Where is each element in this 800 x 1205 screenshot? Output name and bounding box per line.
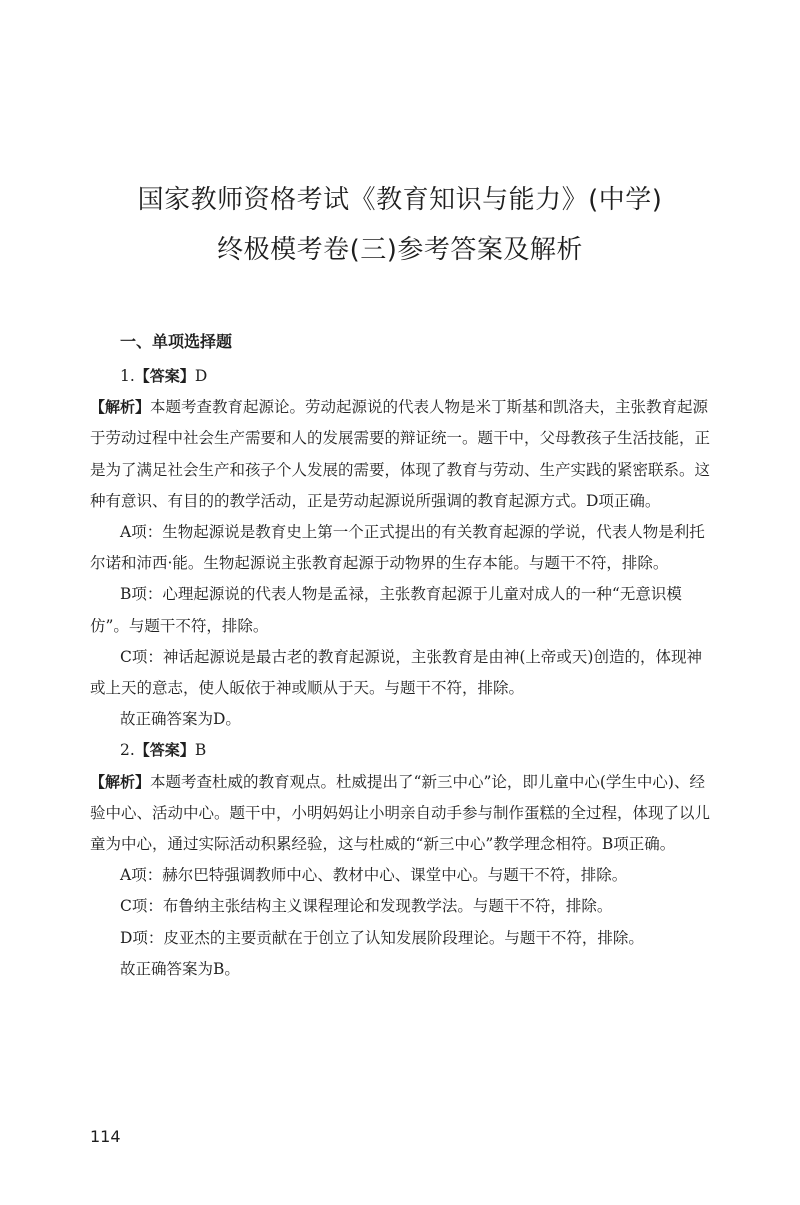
q2-option-a: A项：赫尔巴特强调教师中心、教材中心、课堂中心。与题干不符，排除。 [120,866,628,885]
q1-answer-line [90,361,712,392]
q2-option-d: D项：皮亚杰的主要贡献在于创立了认知发展阶段理论。与题干不符，排除。 [120,928,644,947]
q2-analysis-text: 本题考查杜威的教育观点。杜威提出了“新三中心”论，即儿童中心(学生中心)、经验中心、活动中心。题干中，小明妈妈让小明亲自动手参与制作蛋糕的全过程，体现了以儿童为中心，通过实际活动积累经验，这与杜威的“新三中心”教学理念相符。B项正确。 [90,772,711,854]
q2-answer-line [90,735,712,766]
q2-analysis-tag: 【解析】 [90,772,151,791]
q1-analysis-tag: 【解析】 [90,398,151,417]
q1-number: 1. [120,367,135,385]
q1-answer: D [194,367,208,385]
answer-content [90,361,712,985]
page-number: 114 [90,1127,121,1146]
q2-number: 2. [120,741,135,760]
q1-answer-tag: 【答案】 [134,367,195,385]
q2-analysis [90,767,712,861]
section-heading: 一、单项选择题 [120,332,233,351]
q1-option-b: B项：心理起源说的代表人物是孟禄，主张教育起源于儿童对成人的一种“无意识模仿”。与题干不符，排除。 [90,585,682,635]
q1-option-c: C项：神话起源说是最古老的教育起源说，主张教育是由神(上帝或天)创造的，体现神或上天的意志，使人皈依于神或顺从于天。与题干不符，排除。 [90,647,702,698]
q1-conclusion: 故正确答案为D。 [120,710,241,729]
q2-answer: B [194,741,207,760]
q1-analysis [90,392,712,517]
q2-option-c: C项：布鲁纳主张结构主义课程理论和发现教学法。与题干不符，排除。 [120,897,613,916]
q2-answer-tag: 【答案】 [134,741,195,760]
q1-analysis-text: 本题考查教育起源论。劳动起源说的代表人物是米丁斯基和凯洛夫，主张教育起源于劳动过程中社会生产需要和人的发展需要的辩证统一。题干中，父母教孩子生活技能，正是为了满足社会生产和孩子个人发展的需要，体现了教育与劳动、生产实践的紧密联系。这种有意识、有目的的教学活动，正是劳动起源说所强调的教育起源方式。D项正确。 [90,398,711,510]
q2-conclusion: 故正确答案为B。 [120,959,240,978]
page-title [0,175,800,275]
title-line-2: 终极模考卷(三)参考答案及解析 [217,235,583,265]
title-line-1: 国家教师资格考试《教育知识与能力》(中学) [137,185,663,215]
q1-option-a: A项：生物起源说是教育史上第一个正式提出的有关教育起源的学说，代表人物是利托尔诺和沛西·能。生物起源说主张教育起源于动物界的生存本能。与题干不符，排除。 [90,523,705,573]
